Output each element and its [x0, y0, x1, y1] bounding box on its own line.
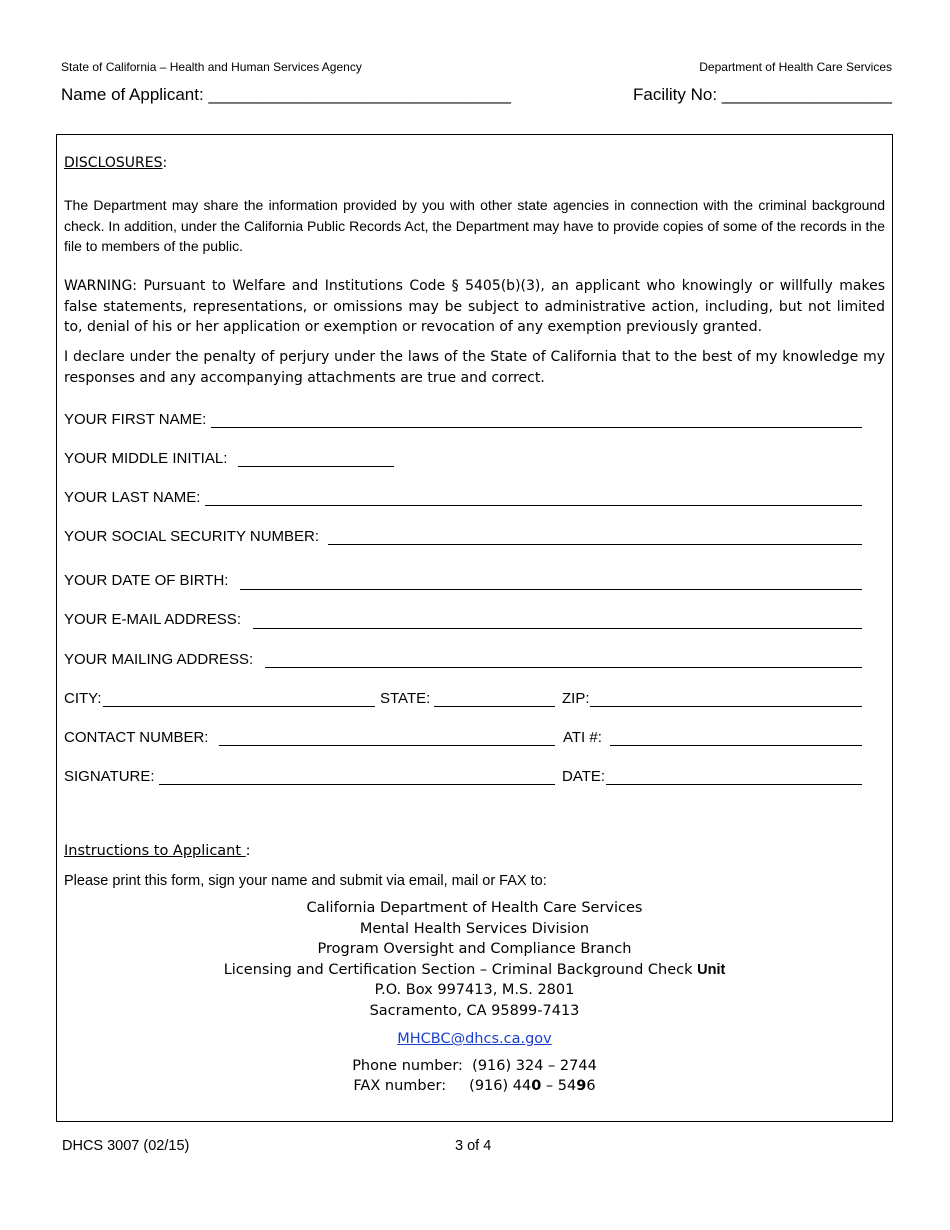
date-label: DATE: — [562, 768, 606, 785]
phone-line — [64, 1056, 885, 1077]
address-line-4-main: Licensing and Certification Section – Criminal Background Check — [223, 961, 698, 978]
ati-label: ATI #: — [563, 729, 602, 746]
facility-number-blank[interactable]: __________________ — [721, 85, 892, 104]
ssn-input[interactable] — [328, 544, 862, 545]
email-line — [64, 1029, 885, 1050]
address-line-6: Sacramento, CA 95899-7413 — [369, 1002, 580, 1019]
state-input[interactable] — [434, 706, 555, 707]
fax-part-c: – 54 — [541, 1078, 577, 1094]
middle-initial-label: YOUR MIDDLE INITIAL: — [64, 450, 228, 467]
signature-label: SIGNATURE: — [64, 768, 155, 785]
first-name-input[interactable] — [211, 427, 862, 428]
city-input[interactable] — [103, 706, 375, 707]
applicant-name-label: Name of Applicant: — [61, 85, 204, 104]
disclosures-heading — [64, 155, 167, 171]
contact-number-input[interactable] — [219, 745, 555, 746]
instructions-title: Instructions to Applicant — [64, 843, 246, 859]
applicant-name-blank[interactable]: ________________________________ — [208, 85, 511, 104]
page-number: 3 of 4 — [455, 1138, 492, 1154]
ssn-label: YOUR SOCIAL SECURITY NUMBER: — [64, 528, 320, 545]
last-name-label: YOUR LAST NAME: — [64, 489, 201, 506]
fax-label: FAX number: — [353, 1078, 447, 1094]
form-id: DHCS 3007 (02/15) — [62, 1138, 190, 1154]
mailing-address-input[interactable] — [265, 667, 862, 668]
fax-part-b: 0 — [531, 1078, 542, 1094]
disclosures-title: DISCLOSURES — [64, 155, 163, 171]
fax-part-e: 6 — [586, 1078, 596, 1094]
department-name: Department of Health Care Services — [699, 60, 892, 74]
address-line-5: P.O. Box 997413, M.S. 2801 — [374, 982, 575, 998]
contact-number-label: CONTACT NUMBER: — [64, 729, 209, 746]
declaration-paragraph: I declare under the penalty of perjury under the laws of the State of California that to the best of my knowledge my responses and any accompanying attachments are true and correct. — [64, 349, 885, 386]
address-line-1: California Department of Health Care Services — [306, 900, 643, 916]
zip-label: ZIP: — [562, 690, 590, 707]
facility-number-field[interactable] — [633, 85, 892, 105]
agency-name: State of California – Health and Human Services Agency — [61, 60, 362, 74]
dob-label: YOUR DATE OF BIRTH: — [64, 572, 229, 589]
first-name-label: YOUR FIRST NAME: — [64, 411, 207, 428]
ati-input[interactable] — [610, 745, 862, 746]
date-input[interactable] — [606, 784, 862, 785]
address-line-4 — [64, 960, 885, 981]
instructions-colon: : — [245, 843, 251, 859]
address-line-2: Mental Health Services Division — [359, 920, 590, 937]
disclosure-paragraph: The Department may share the information provided by you with other state agencies in connection with the criminal background check. In addition, under the California Public Records Act, the Department may have to provide copies of some of the records in the file to members of the public. — [64, 197, 885, 254]
phone-label: Phone number: — [352, 1057, 463, 1074]
state-label: STATE: — [380, 690, 431, 707]
last-name-input[interactable] — [205, 505, 862, 506]
email-input[interactable] — [253, 628, 862, 629]
dob-input[interactable] — [240, 589, 862, 590]
mailing-address-block — [64, 898, 885, 1097]
fax-line — [64, 1076, 885, 1097]
phone-value: (916) 324 – 2744 — [472, 1057, 597, 1074]
instructions-intro: Please print this form, sign your name and submit via email, mail or FAX to: — [64, 873, 547, 889]
instructions-heading — [64, 843, 251, 859]
facility-number-label: Facility No: — [633, 85, 718, 104]
mailing-address-label: YOUR MAILING ADDRESS: — [64, 651, 254, 668]
warning-paragraph: WARNING: Pursuant to Welfare and Institutions Code § 5405(b)(3), an applicant who knowingly or willfully makes false statements, representations, or omissions may be subject to administrative action, including, but not limited to, denial of his or her application or exemption or revocation of any exemption previously granted. — [64, 278, 885, 335]
fax-part-a: (916) 44 — [469, 1078, 532, 1094]
signature-input[interactable] — [159, 784, 555, 785]
email-link[interactable]: MHCBC@dhcs.ca.gov — [397, 1031, 552, 1047]
disclosures-colon: : — [162, 155, 168, 171]
applicant-name-field[interactable] — [61, 85, 511, 105]
address-line-4-unit: Unit — [697, 961, 726, 978]
zip-input[interactable] — [590, 706, 862, 707]
city-label: CITY: — [64, 690, 102, 707]
fax-part-d: 9 — [576, 1078, 587, 1094]
address-line-3: Program Oversight and Compliance Branch — [317, 941, 632, 957]
middle-initial-input[interactable] — [238, 466, 394, 467]
email-label: YOUR E-MAIL ADDRESS: — [64, 611, 241, 628]
